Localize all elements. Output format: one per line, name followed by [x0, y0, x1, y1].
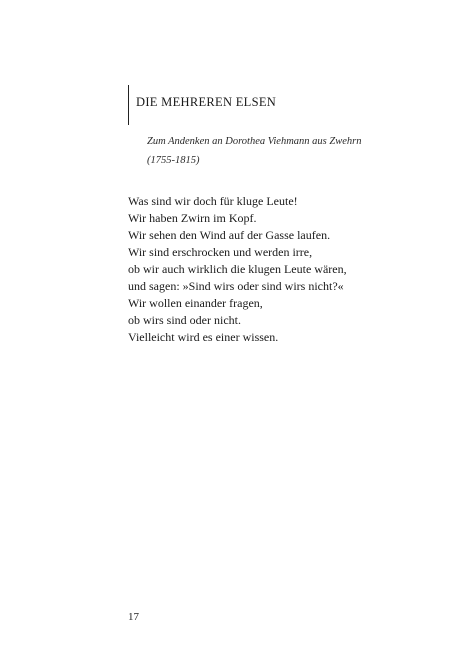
dedication-dates: (1755-1815)	[147, 155, 200, 166]
title-rule	[128, 85, 277, 125]
poem-line: ob wirs sind oder nicht.	[128, 313, 241, 327]
poem-line: Wir wollen einander fragen,	[128, 296, 263, 310]
dedication-line: Zum Andenken an Dorothea Viehmann aus Zwehrn	[147, 136, 362, 147]
poem-line: ob wir auch wirklich die klugen Leute wären,	[128, 262, 347, 276]
poem-line: Wir haben Zwirn im Kopf.	[128, 211, 257, 225]
poem-line: Wir sind erschrocken und werden irre,	[128, 245, 313, 259]
poem-line: Wir sehen den Wind auf der Gasse laufen.	[128, 228, 331, 242]
dedication	[147, 132, 361, 170]
page-number: 17	[128, 611, 139, 623]
poem-line: Was sind wir doch für kluge Leute!	[128, 194, 298, 208]
poem-title: DIE MEHREREN ELSEN	[136, 95, 277, 109]
poem-body	[128, 193, 347, 346]
poem-line: und sagen: »Sind wirs oder sind wirs nicht?«	[128, 279, 344, 293]
poem-line: Vielleicht wird es einer wissen.	[128, 330, 279, 344]
